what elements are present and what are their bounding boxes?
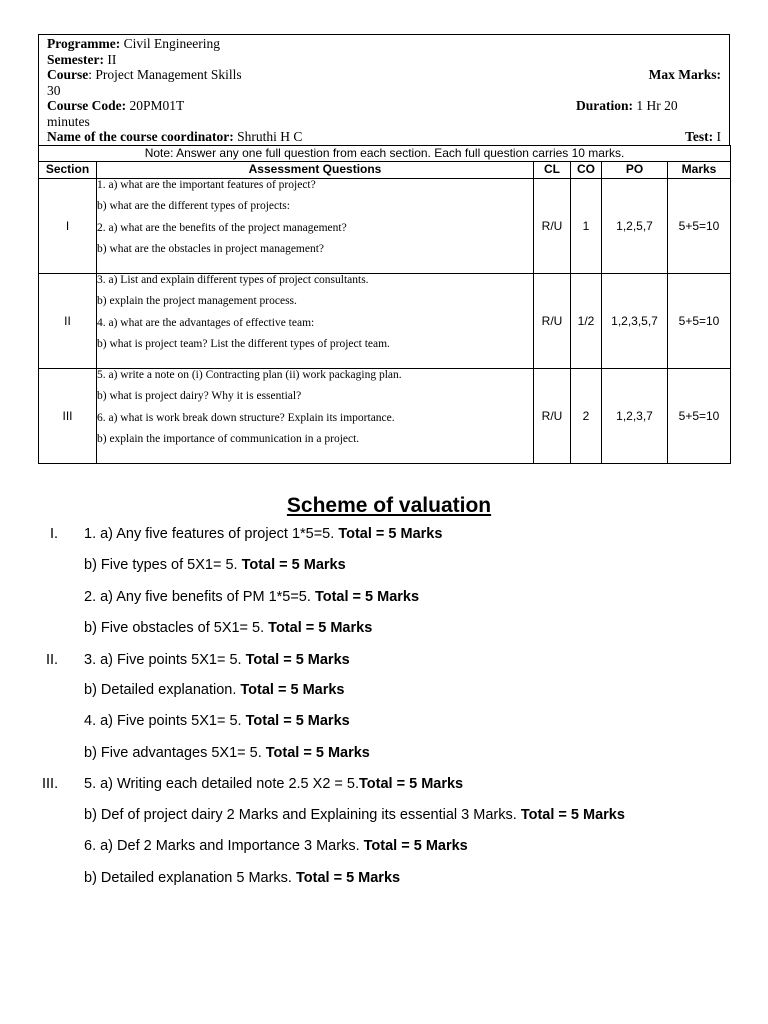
question-line: 5. a) write a note on (i) Contracting plan (ii) work packaging plan.	[97, 368, 402, 381]
question-line: b) explain the project management process.	[97, 295, 297, 307]
paper-header	[38, 34, 730, 145]
section-cell: III	[39, 368, 97, 463]
question-line: b) what is project dairy? Why it is essential?	[97, 390, 302, 402]
scheme-line-total: Total = 5 Marks	[240, 682, 345, 698]
course-code-label: Course Code:	[47, 98, 127, 113]
po-cell: 1,2,5,7	[602, 178, 668, 273]
test-value: I	[716, 129, 721, 144]
scheme-line-total: Total = 5 Marks	[241, 557, 346, 573]
questions-cell	[97, 273, 534, 368]
table-row	[39, 273, 731, 368]
programme-line	[47, 36, 721, 52]
table-row	[39, 368, 731, 463]
co-cell: 2	[571, 368, 602, 463]
question-line: 6. a) what is work break down structure? Explain its importance.	[97, 411, 395, 424]
scheme-line	[84, 838, 468, 854]
scheme-line-text: b) Detailed explanation 5 Marks.	[84, 870, 296, 886]
co-cell: 1	[571, 178, 602, 273]
scheme-line	[84, 807, 625, 823]
marks-cell: 5+5=10	[668, 273, 731, 368]
table-row	[39, 178, 731, 273]
cl-cell: R/U	[534, 178, 571, 273]
scheme-line-text: b) Five advantages 5X1= 5.	[84, 745, 266, 761]
col-header-po: PO	[602, 161, 668, 178]
max-marks-value: 30	[47, 82, 61, 98]
po-cell: 1,2,3,7	[602, 368, 668, 463]
scheme-line-text: 6. a) Def 2 Marks and Importance 3 Marks.	[84, 838, 364, 854]
question-line: 1. a) what are the important features of project?	[97, 178, 316, 191]
scheme-line	[84, 682, 344, 698]
question-line: 3. a) List and explain different types of project consultants.	[97, 273, 369, 286]
col-header-co: CO	[571, 161, 602, 178]
scheme-line-text: b) Five types of 5X1= 5.	[84, 557, 242, 573]
cl-cell: R/U	[534, 273, 571, 368]
scheme-line	[84, 620, 372, 636]
coordinator-value: Shruthi H C	[237, 129, 303, 144]
question-line: b) what are the obstacles in project management?	[97, 243, 325, 255]
scheme-line-total: Total = 5 Marks	[295, 870, 401, 886]
scheme-line-total: Total = 5 Marks	[520, 807, 625, 823]
scheme-line-text: 3. a) Five points 5X1= 5.	[84, 652, 246, 668]
question-line: 2. a) what are the benefits of the project management?	[97, 221, 347, 234]
semester-value: II	[107, 51, 117, 67]
questions-cell	[97, 368, 534, 463]
scheme-line	[84, 745, 370, 761]
cl-cell: R/U	[534, 368, 571, 463]
course-value: : Project Management Skills	[88, 67, 242, 82]
question-line: 4. a) what are the advantages of effective team:	[97, 316, 315, 329]
scheme-line-total: Total = 5 Marks	[314, 589, 420, 605]
section-cell: II	[39, 273, 97, 368]
scheme-line-total: Total = 5 Marks	[245, 652, 350, 668]
col-header-cl: CL	[534, 161, 571, 178]
course-code-line	[47, 98, 721, 114]
questions-cell	[97, 178, 534, 273]
question-line: b) what are the different types of projects:	[97, 200, 290, 212]
scheme-line-total: Total = 5 Marks	[338, 526, 443, 542]
scheme-line-total: Total = 5 Marks	[265, 745, 370, 761]
scheme-title-text: Scheme of valuation	[286, 494, 492, 517]
question-line: b) what is project team? List the different types of project team.	[97, 338, 390, 350]
question-line: b) explain the importance of communication in a project.	[97, 433, 360, 445]
test-label: Test:	[685, 129, 714, 144]
question-paper	[38, 34, 730, 464]
scheme-line-text: b) Detailed explanation.	[84, 682, 241, 698]
course-line	[47, 67, 721, 83]
scheme-line-text: b) Def of project dairy 2 Marks and Explaining its essential 3 Marks.	[84, 807, 521, 823]
scheme-line-total: Total = 5 Marks	[245, 713, 350, 729]
duration-label: Duration:	[576, 98, 633, 113]
scheme-title	[0, 494, 768, 518]
scheme-line-text: 4. a) Five points 5X1= 5.	[84, 713, 246, 729]
coordinator-label: Name of the course coordinator:	[47, 129, 234, 144]
scheme-line	[84, 870, 400, 886]
scheme-line	[84, 713, 350, 729]
duration-unit: minutes	[47, 113, 90, 129]
scheme-line	[84, 652, 350, 668]
scheme-line-total: Total = 5 Marks	[359, 776, 464, 792]
marks-cell: 5+5=10	[668, 368, 731, 463]
col-header-section: Section	[39, 161, 97, 178]
col-header-questions: Assessment Questions	[97, 161, 534, 178]
programme-label: Programme:	[47, 36, 121, 51]
roman-numeral: III.	[42, 776, 59, 792]
scheme-line	[84, 526, 442, 542]
duration-value: 1 Hr 20	[636, 98, 678, 113]
scheme-line-text: 2. a) Any five benefits of PM 1*5=5.	[84, 589, 315, 605]
scheme-line-total: Total = 5 Marks	[363, 838, 468, 854]
semester-label: Semester:	[47, 51, 104, 67]
roman-numeral: II.	[46, 652, 59, 668]
col-header-marks: Marks	[668, 161, 731, 178]
assessment-table	[38, 145, 731, 464]
scheme-line	[84, 776, 463, 792]
course-label: Course	[47, 67, 89, 82]
marks-cell: 5+5=10	[668, 178, 731, 273]
scheme-line-text: b) Five obstacles of 5X1= 5.	[84, 620, 269, 636]
scheme-line	[84, 557, 346, 573]
scheme-line-text: 5. a) Writing each detailed note 2.5 X2 = 5.	[84, 776, 360, 792]
po-cell: 1,2,3,5,7	[602, 273, 668, 368]
instruction-note: Note: Answer any one full question from each section. Each full question carries 10 marks.	[39, 145, 731, 161]
co-cell: 1/2	[571, 273, 602, 368]
roman-numeral: I.	[50, 526, 59, 542]
section-cell: I	[39, 178, 97, 273]
max-marks-label: Max Marks:	[648, 67, 721, 82]
scheme-line-total: Total = 5 Marks	[268, 620, 373, 636]
programme-value: Civil Engineering	[123, 36, 220, 51]
course-code-value: 20PM01T	[129, 98, 185, 113]
scheme-line	[84, 589, 419, 605]
scheme-line-text: 1. a) Any five features of project 1*5=5.	[84, 526, 339, 542]
semester-line	[47, 52, 721, 68]
coordinator-line	[47, 129, 721, 145]
